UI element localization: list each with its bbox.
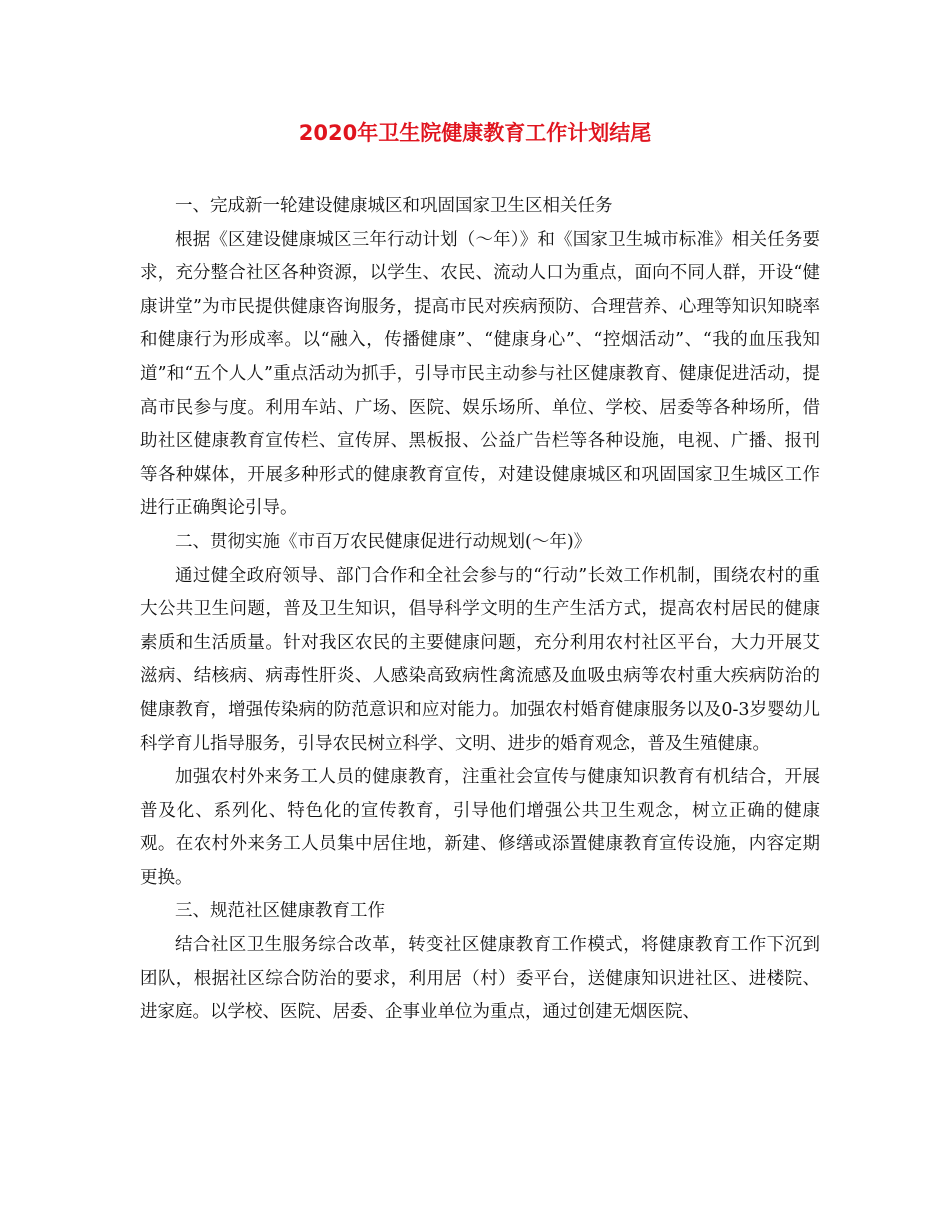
paragraph-2: 通过健全政府领导、部门合作和全社会参与的“行动”长效工作机制，围绕农村的重大公共卫生问题，普及卫生知识，倡导科学文明的生产生活方式，提高农村居民的健康素质和生活质量。针对我区农民的主要健康问题，充分利用农村社区平台，大力开展艾滋病、结核病、病毒性肝炎、人感染高致病性禽流感及血吸虫病等农村重大疾病防治的健康教育，增强传染病的防范意识和应对能力。加强农村婚育健康服务以及0-3岁婴幼儿科学育儿指导服务，引导农民树立科学、文明、进步的婚育观念，普及生殖健康。	[140, 565, 820, 754]
document-body	[140, 190, 820, 1030]
paragraph-1: 根据《区建设健康城区三年行动计划（～年）》和《国家卫生城市标准》相关任务要求，充分整合社区各种资源，以学生、农民、流动人口为重点，面向不同人群，开设“健康讲堂”为市民提供健康咨询服务，提高市民对疾病预防、合理营养、心理等知识知晓率和健康行为形成率。以“融入，传播健康”、“健康身心”、“控烟活动”、“我的血压我知道”和“五个人人”重点活动为抓手，引导市民主动参与社区健康教育、健康促进活动，提高市民参与度。利用车站、广场、医院、娱乐场所、单位、学校、居委等各种场所，借助社区健康教育宣传栏、宣传屏、黑板报、公益广告栏等各种设施，电视、广播、报刊等各种媒体，开展多种形式的健康教育宣传，对建设健康城区和巩固国家卫生城区工作进行正确舆论引导。	[140, 229, 820, 519]
paragraph-3: 加强农村外来务工人员的健康教育，注重社会宣传与健康知识教育有机结合，开展普及化、系列化、特色化的宣传教育，引导他们增强公共卫生观念，树立正确的健康观。在农村外来务工人员集中居住地，新建、修缮或添置健康教育宣传设施，内容定期更换。	[140, 767, 820, 888]
section-heading-1: 一、完成新一轮建设健康城区和巩固国家卫生区相关任务	[175, 196, 613, 216]
section-heading-2: 二、贯彻实施《市百万农民健康促进行动规划(～年)》	[175, 531, 592, 552]
document-title: 2020年卫生院健康教育工作计划结尾	[298, 121, 652, 145]
section-heading-3: 三、规范社区健康教育工作	[175, 901, 385, 922]
paragraph-4: 结合社区卫生服务综合改革，转变社区健康教育工作模式，将健康教育工作下沉到团队，根据社区综合防治的要求，利用居（村）委平台，送健康知识进社区、进楼院、进家庭。以学校、医院、居委、企事业单位为重点，通过创建无烟医院、	[140, 935, 820, 1023]
